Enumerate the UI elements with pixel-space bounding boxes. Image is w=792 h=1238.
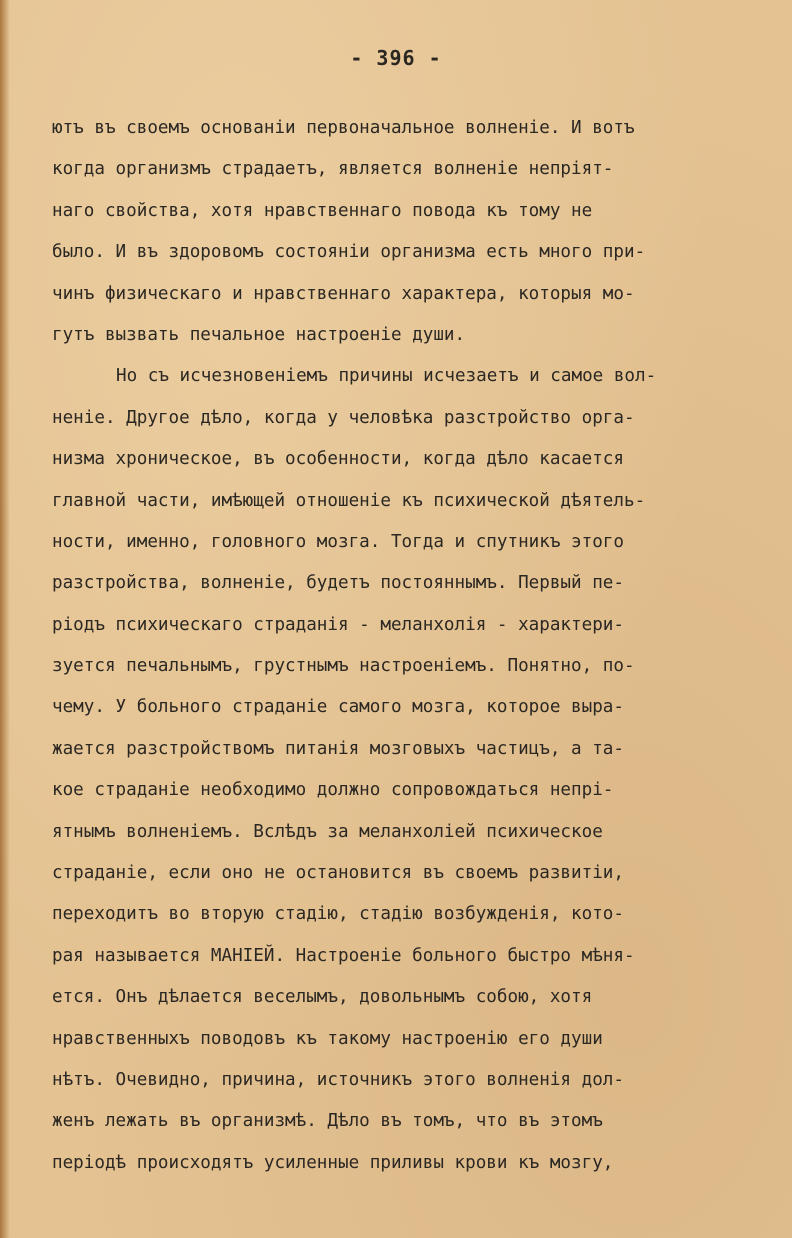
paragraph-start-line: Но съ исчезновенiемъ причины исчезаетъ и самое вол- xyxy=(116,366,657,387)
text-line: женъ лежать въ организмѣ. Дѣло въ томъ, что въ этомъ xyxy=(52,1111,603,1132)
text-line: переходитъ во вторую стадiю, стадiю возбужденiя, кото- xyxy=(52,904,624,925)
text-line: чинъ физическаго и нравственнаго характера, которыя мо- xyxy=(52,283,635,304)
body-text xyxy=(52,108,782,1184)
text-line: разстройства, волненiе, будетъ постояннымъ. Первый пе- xyxy=(52,573,624,594)
text-line: рiодъ психическаго страданiя - меланхолiя - характери- xyxy=(52,614,624,635)
text-line: ется. Онъ дѣлается веселымъ, довольнымъ собою, хотя xyxy=(52,987,593,1008)
text-line: ненiе. Другое дѣло, когда у человѣка разстройство орга- xyxy=(52,407,635,428)
text-line: низма хроническое, въ особенности, когда дѣло касается xyxy=(52,449,624,470)
text-line: ятнымъ волненiемъ. Вслѣдъ за меланхолiей психическое xyxy=(52,821,603,842)
text-line: нѣтъ. Очевидно, причина, источникъ этого волненiя дол- xyxy=(52,1069,624,1090)
text-line: когда организмъ страдаетъ, является волненiе непрiят- xyxy=(52,159,614,180)
text-line: страданiе, если оно не остановится въ своемъ развитiи, xyxy=(52,863,624,884)
text-line: ютъ въ своемъ основанiи первоначальное волненiе. И вотъ xyxy=(52,118,635,138)
text-line: нравственныхъ поводовъ къ такому настроенiю его души xyxy=(52,1028,603,1049)
text-line: наго свойства, хотя нравственнаго повода къ тому не xyxy=(52,200,593,221)
text-line: зуется печальнымъ, грустнымъ настроенiемъ. Понятно, по- xyxy=(52,656,635,677)
text-line: кое страданiе необходимо должно сопровождаться непрi- xyxy=(52,780,614,801)
text-line: перiодѣ происходятъ усиленные приливы крови къ мозгу, xyxy=(52,1152,614,1173)
text-line: главной части, имѣющей отношенiе къ психической дѣятель- xyxy=(52,490,646,511)
text-line: ности, именно, головного мозга. Тогда и спутникъ этого xyxy=(52,531,624,552)
text-line: было. И въ здоровомъ состоянiи организма есть много при- xyxy=(52,242,646,263)
text-line: жается разстройствомъ питанiя мозговыхъ частицъ, а та- xyxy=(52,738,624,759)
text-line: гутъ вызвать печальное настроенiе души. xyxy=(52,324,466,345)
page-edge-shadow xyxy=(0,0,10,1238)
text-line: чему. У больного страданiе самого мозга, которое выра- xyxy=(52,697,624,718)
page-number: - 396 - xyxy=(350,46,442,70)
text-line: рая называется МАНIЕЙ. Настроенiе больного быстро мѣня- xyxy=(52,945,635,966)
